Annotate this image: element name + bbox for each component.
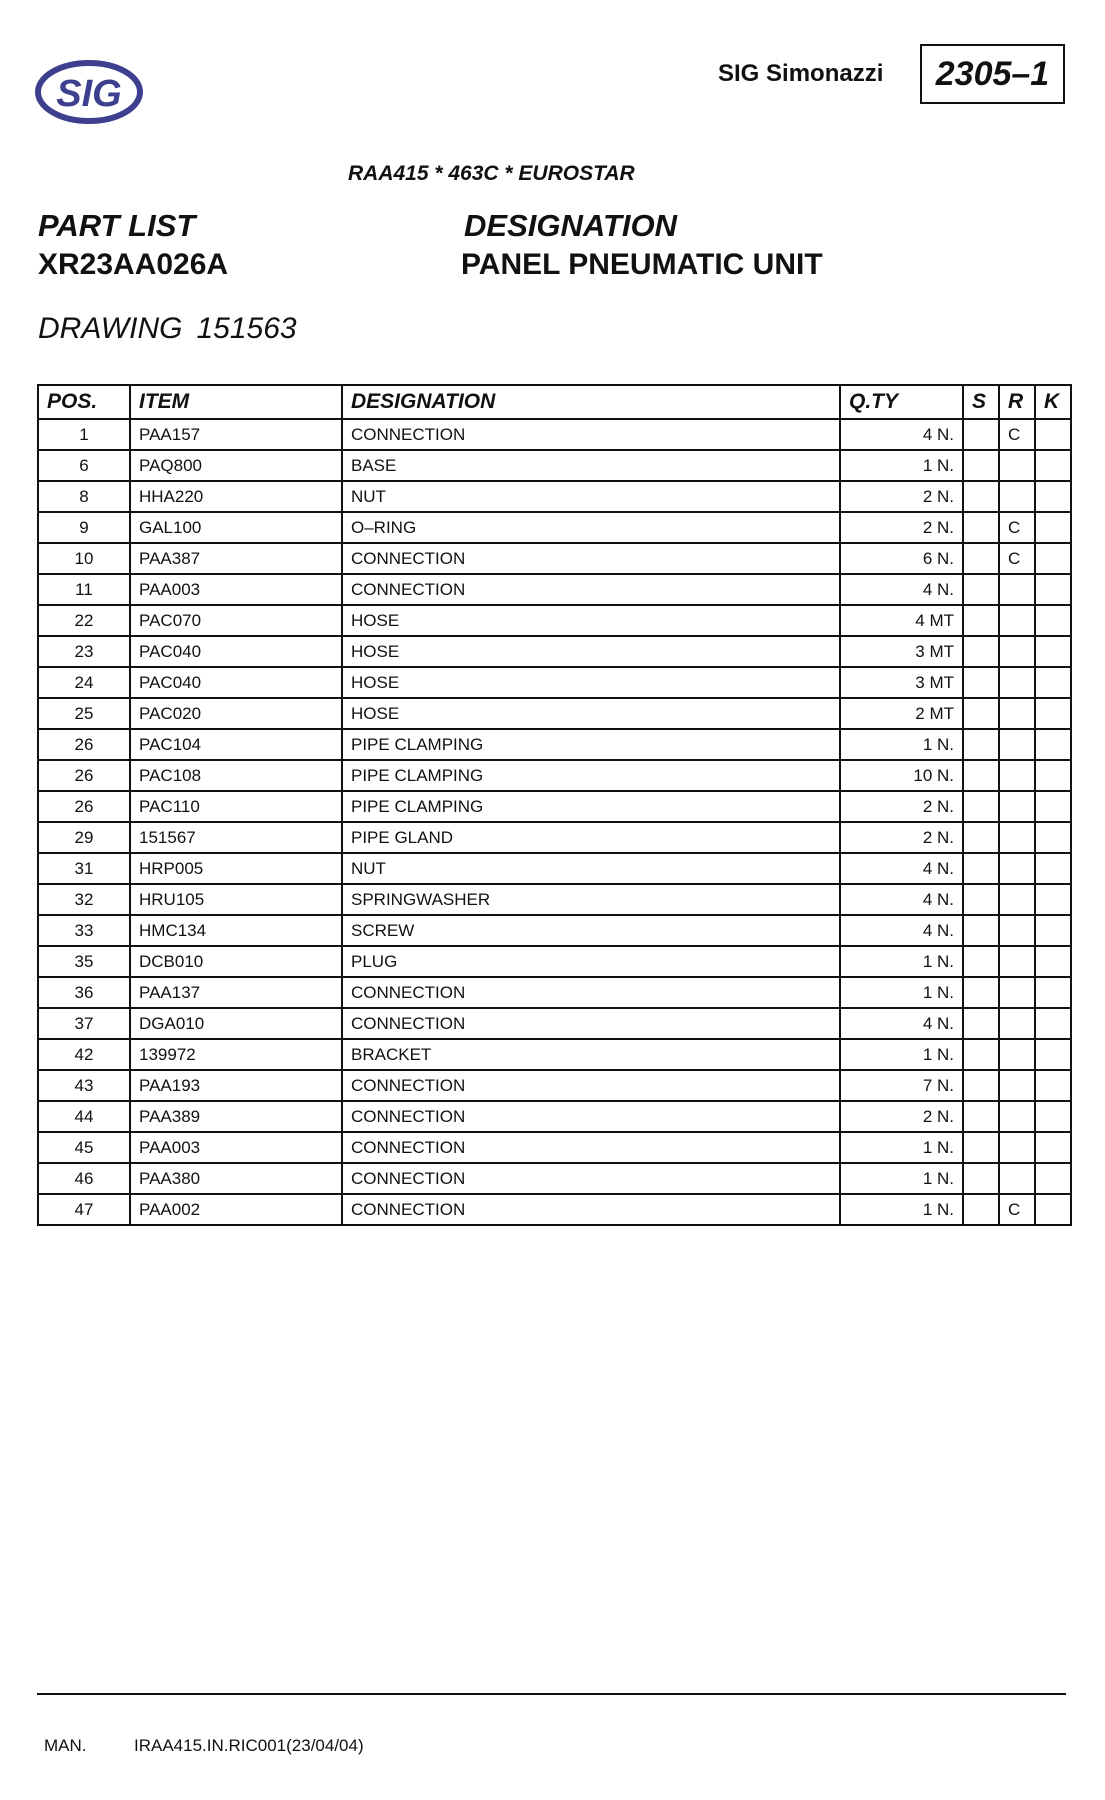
cell-designation: CONNECTION	[342, 574, 840, 605]
cell-k	[1035, 729, 1071, 760]
cell-designation: CONNECTION	[342, 1163, 840, 1194]
cell-k	[1035, 636, 1071, 667]
table-row	[38, 791, 1071, 822]
cell-qty: 1 N.	[840, 946, 963, 977]
cell-pos: 42	[38, 1039, 130, 1070]
table-row	[38, 1039, 1071, 1070]
cell-qty: 1 N.	[840, 977, 963, 1008]
cell-k	[1035, 543, 1071, 574]
sig-logo	[34, 58, 144, 126]
table-header-row	[38, 385, 1071, 419]
cell-s	[963, 729, 999, 760]
cell-s	[963, 791, 999, 822]
cell-item: PAC110	[130, 791, 342, 822]
cell-pos: 10	[38, 543, 130, 574]
table-row	[38, 1132, 1071, 1163]
cell-s	[963, 760, 999, 791]
cell-item: PAA380	[130, 1163, 342, 1194]
table-row	[38, 1163, 1071, 1194]
svg-text:SIG: SIG	[56, 73, 122, 115]
cell-qty: 2 MT	[840, 698, 963, 729]
cell-r	[999, 1008, 1035, 1039]
table-row	[38, 977, 1071, 1008]
cell-s	[963, 1163, 999, 1194]
cell-designation: SCREW	[342, 915, 840, 946]
cell-item: PAC040	[130, 636, 342, 667]
cell-s	[963, 822, 999, 853]
cell-item: 151567	[130, 822, 342, 853]
cell-item: 139972	[130, 1039, 342, 1070]
cell-qty: 2 N.	[840, 822, 963, 853]
cell-qty: 1 N.	[840, 1194, 963, 1225]
cell-item: PAA137	[130, 977, 342, 1008]
cell-pos: 47	[38, 1194, 130, 1225]
table-row	[38, 884, 1071, 915]
cell-item: PAA389	[130, 1101, 342, 1132]
cell-s	[963, 574, 999, 605]
cell-item: PAC070	[130, 605, 342, 636]
cell-item: PAC104	[130, 729, 342, 760]
cell-pos: 31	[38, 853, 130, 884]
cell-designation: CONNECTION	[342, 419, 840, 450]
cell-qty: 4 N.	[840, 419, 963, 450]
cell-r	[999, 698, 1035, 729]
part-list-label: PART LIST	[38, 208, 196, 243]
cell-qty: 3 MT	[840, 667, 963, 698]
table-row	[38, 481, 1071, 512]
cell-pos: 44	[38, 1101, 130, 1132]
cell-designation: CONNECTION	[342, 543, 840, 574]
cell-r	[999, 822, 1035, 853]
company-name: SIG Simonazzi	[718, 60, 884, 87]
cell-k	[1035, 574, 1071, 605]
cell-s	[963, 1008, 999, 1039]
part-list-code: XR23AA026A	[38, 248, 229, 281]
cell-k	[1035, 822, 1071, 853]
cell-item: PAA387	[130, 543, 342, 574]
cell-designation: HOSE	[342, 698, 840, 729]
table-row	[38, 853, 1071, 884]
cell-designation: CONNECTION	[342, 1008, 840, 1039]
cell-designation: SPRINGWASHER	[342, 884, 840, 915]
cell-designation: NUT	[342, 853, 840, 884]
table-row	[38, 636, 1071, 667]
cell-pos: 23	[38, 636, 130, 667]
cell-s	[963, 1132, 999, 1163]
drawing-reference	[38, 312, 297, 346]
cell-r	[999, 760, 1035, 791]
cell-k	[1035, 1163, 1071, 1194]
cell-k	[1035, 1039, 1071, 1070]
cell-item: PAA157	[130, 419, 342, 450]
cell-item: PAA003	[130, 574, 342, 605]
cell-qty: 4 MT	[840, 605, 963, 636]
cell-k	[1035, 1008, 1071, 1039]
cell-r: C	[999, 419, 1035, 450]
cell-k	[1035, 884, 1071, 915]
cell-r	[999, 1163, 1035, 1194]
cell-k	[1035, 915, 1071, 946]
cell-r	[999, 853, 1035, 884]
table-row	[38, 915, 1071, 946]
drawing-label: DRAWING	[38, 312, 183, 345]
cell-k	[1035, 791, 1071, 822]
footer-reference: IRAA415.IN.RIC001(23/04/04)	[134, 1736, 364, 1755]
cell-r	[999, 915, 1035, 946]
cell-pos: 33	[38, 915, 130, 946]
cell-pos: 1	[38, 419, 130, 450]
cell-designation: BASE	[342, 450, 840, 481]
cell-pos: 32	[38, 884, 130, 915]
cell-qty: 6 N.	[840, 543, 963, 574]
cell-s	[963, 1194, 999, 1225]
cell-k	[1035, 512, 1071, 543]
cell-r: C	[999, 543, 1035, 574]
cell-designation: HOSE	[342, 636, 840, 667]
cell-qty: 3 MT	[840, 636, 963, 667]
cell-designation: HOSE	[342, 667, 840, 698]
cell-r	[999, 481, 1035, 512]
cell-k	[1035, 1070, 1071, 1101]
cell-qty: 4 N.	[840, 574, 963, 605]
cell-s	[963, 543, 999, 574]
cell-designation: HOSE	[342, 605, 840, 636]
column-header-k: K	[1035, 385, 1071, 419]
cell-s	[963, 1101, 999, 1132]
cell-s	[963, 636, 999, 667]
cell-item: GAL100	[130, 512, 342, 543]
cell-item: DGA010	[130, 1008, 342, 1039]
cell-s	[963, 450, 999, 481]
cell-pos: 8	[38, 481, 130, 512]
cell-k	[1035, 946, 1071, 977]
cell-item: PAA193	[130, 1070, 342, 1101]
cell-designation: PIPE GLAND	[342, 822, 840, 853]
cell-item: HMC134	[130, 915, 342, 946]
cell-designation: PLUG	[342, 946, 840, 977]
cell-pos: 35	[38, 946, 130, 977]
cell-qty: 1 N.	[840, 729, 963, 760]
cell-r	[999, 636, 1035, 667]
table-row	[38, 574, 1071, 605]
cell-pos: 25	[38, 698, 130, 729]
cell-s	[963, 698, 999, 729]
cell-k	[1035, 450, 1071, 481]
cell-r	[999, 667, 1035, 698]
cell-k	[1035, 481, 1071, 512]
cell-pos: 26	[38, 729, 130, 760]
cell-item: PAC040	[130, 667, 342, 698]
table-row	[38, 698, 1071, 729]
cell-designation: CONNECTION	[342, 1132, 840, 1163]
cell-qty: 2 N.	[840, 1101, 963, 1132]
column-header-s: S	[963, 385, 999, 419]
cell-qty: 1 N.	[840, 1132, 963, 1163]
cell-pos: 37	[38, 1008, 130, 1039]
cell-s	[963, 667, 999, 698]
cell-pos: 11	[38, 574, 130, 605]
cell-r: C	[999, 1194, 1035, 1225]
table-row	[38, 1008, 1071, 1039]
cell-r	[999, 977, 1035, 1008]
drawing-number: 151563	[196, 312, 297, 345]
cell-pos: 9	[38, 512, 130, 543]
cell-qty: 1 N.	[840, 1163, 963, 1194]
cell-pos: 43	[38, 1070, 130, 1101]
cell-qty: 4 N.	[840, 884, 963, 915]
cell-designation: NUT	[342, 481, 840, 512]
cell-qty: 1 N.	[840, 1039, 963, 1070]
cell-pos: 6	[38, 450, 130, 481]
cell-designation: CONNECTION	[342, 1070, 840, 1101]
cell-s	[963, 605, 999, 636]
cell-s	[963, 977, 999, 1008]
cell-qty: 2 N.	[840, 512, 963, 543]
cell-r	[999, 1070, 1035, 1101]
table-row	[38, 605, 1071, 636]
cell-designation: PIPE CLAMPING	[342, 729, 840, 760]
designation-value: PANEL PNEUMATIC UNIT	[461, 248, 823, 281]
model-line: RAA415 * 463C * EUROSTAR	[348, 162, 635, 185]
cell-item: PAC108	[130, 760, 342, 791]
cell-r	[999, 884, 1035, 915]
cell-pos: 36	[38, 977, 130, 1008]
cell-r	[999, 574, 1035, 605]
parts-table-body	[38, 419, 1071, 1225]
table-row	[38, 667, 1071, 698]
cell-r	[999, 450, 1035, 481]
cell-qty: 2 N.	[840, 481, 963, 512]
cell-r	[999, 729, 1035, 760]
cell-r	[999, 1039, 1035, 1070]
cell-k	[1035, 1194, 1071, 1225]
cell-s	[963, 884, 999, 915]
cell-designation: PIPE CLAMPING	[342, 791, 840, 822]
cell-pos: 29	[38, 822, 130, 853]
cell-k	[1035, 1132, 1071, 1163]
cell-k	[1035, 698, 1071, 729]
cell-item: PAQ800	[130, 450, 342, 481]
cell-item: PAA003	[130, 1132, 342, 1163]
cell-qty: 4 N.	[840, 853, 963, 884]
column-header-item: ITEM	[130, 385, 342, 419]
column-header-qty: Q.TY	[840, 385, 963, 419]
cell-r	[999, 791, 1035, 822]
cell-item: HRP005	[130, 853, 342, 884]
footer-divider	[37, 1693, 1066, 1695]
cell-designation: O–RING	[342, 512, 840, 543]
cell-item: PAC020	[130, 698, 342, 729]
cell-qty: 10 N.	[840, 760, 963, 791]
cell-k	[1035, 1101, 1071, 1132]
cell-item: DCB010	[130, 946, 342, 977]
table-row	[38, 450, 1071, 481]
cell-s	[963, 481, 999, 512]
cell-item: HRU105	[130, 884, 342, 915]
cell-designation: PIPE CLAMPING	[342, 760, 840, 791]
cell-r	[999, 946, 1035, 977]
column-header-designation: DESIGNATION	[342, 385, 840, 419]
table-row	[38, 822, 1071, 853]
table-row	[38, 543, 1071, 574]
cell-qty: 4 N.	[840, 1008, 963, 1039]
cell-k	[1035, 977, 1071, 1008]
cell-qty: 2 N.	[840, 791, 963, 822]
cell-k	[1035, 853, 1071, 884]
cell-qty: 7 N.	[840, 1070, 963, 1101]
table-row	[38, 512, 1071, 543]
table-row	[38, 946, 1071, 977]
cell-k	[1035, 419, 1071, 450]
cell-r	[999, 1101, 1035, 1132]
cell-k	[1035, 605, 1071, 636]
cell-s	[963, 419, 999, 450]
table-row	[38, 1101, 1071, 1132]
cell-r: C	[999, 512, 1035, 543]
table-row	[38, 1070, 1071, 1101]
table-row	[38, 729, 1071, 760]
cell-s	[963, 1070, 999, 1101]
column-header-pos: POS.	[38, 385, 130, 419]
cell-pos: 45	[38, 1132, 130, 1163]
cell-s	[963, 915, 999, 946]
cell-k	[1035, 760, 1071, 791]
cell-designation: CONNECTION	[342, 1194, 840, 1225]
table-row	[38, 419, 1071, 450]
cell-qty: 4 N.	[840, 915, 963, 946]
cell-s	[963, 853, 999, 884]
cell-s	[963, 1039, 999, 1070]
cell-designation: CONNECTION	[342, 1101, 840, 1132]
cell-item: PAA002	[130, 1194, 342, 1225]
column-header-r: R	[999, 385, 1035, 419]
cell-r	[999, 605, 1035, 636]
cell-s	[963, 512, 999, 543]
table-row	[38, 760, 1071, 791]
cell-k	[1035, 667, 1071, 698]
table-row	[38, 1194, 1071, 1225]
cell-qty: 1 N.	[840, 450, 963, 481]
parts-table	[37, 384, 1072, 1226]
cell-pos: 26	[38, 791, 130, 822]
cell-pos: 46	[38, 1163, 130, 1194]
cell-pos: 24	[38, 667, 130, 698]
cell-designation: CONNECTION	[342, 977, 840, 1008]
designation-label: DESIGNATION	[464, 208, 677, 243]
footer-man-label: MAN.	[44, 1736, 87, 1755]
cell-pos: 22	[38, 605, 130, 636]
cell-pos: 26	[38, 760, 130, 791]
cell-designation: BRACKET	[342, 1039, 840, 1070]
cell-s	[963, 946, 999, 977]
document-number: 2305–1	[920, 44, 1065, 104]
cell-r	[999, 1132, 1035, 1163]
cell-item: HHA220	[130, 481, 342, 512]
